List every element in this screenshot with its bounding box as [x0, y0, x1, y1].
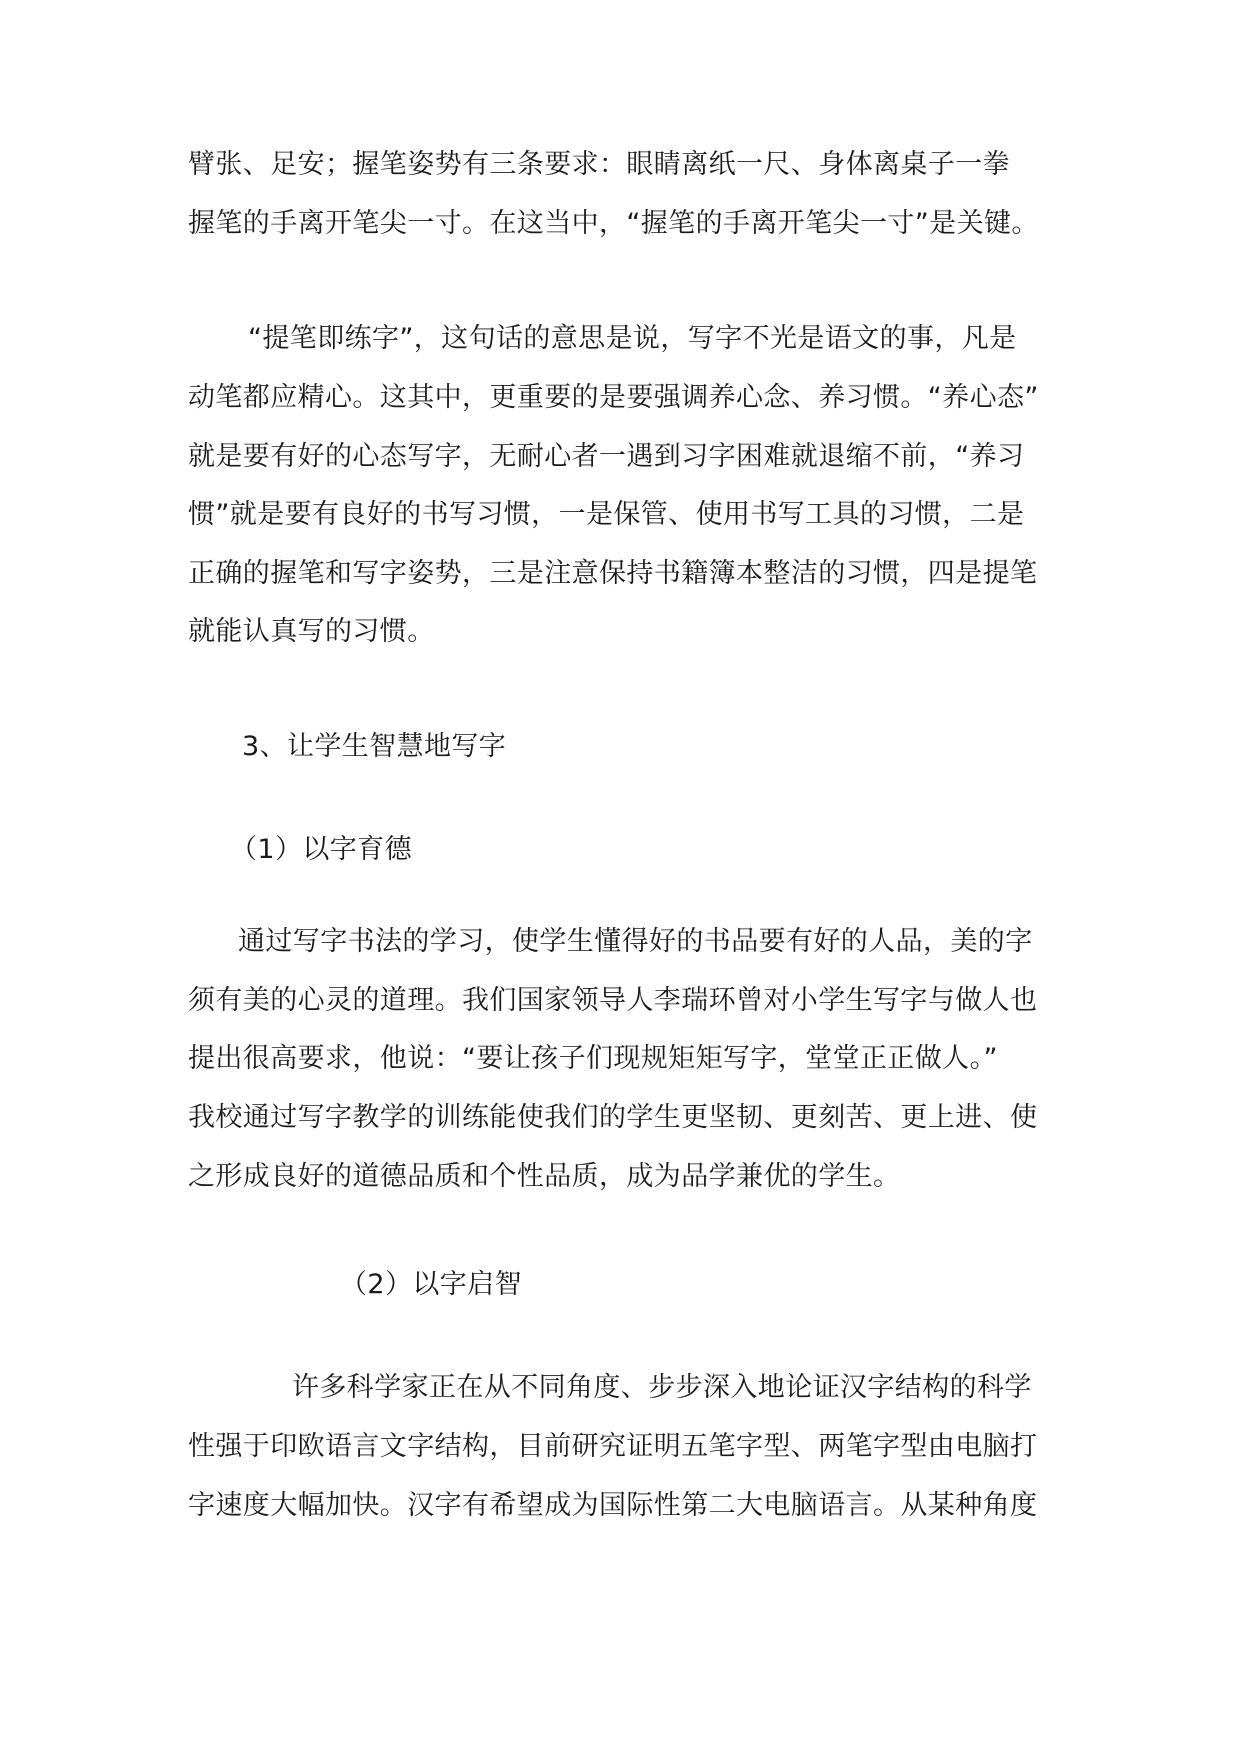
paragraph-line: “提笔即练字”，这句话的意思是说，写字不光是语文的事，凡是	[248, 323, 1017, 354]
paragraph-line: 字速度大幅加快。汉字有希望成为国际性第二大电脑语言。从某种角度	[188, 1490, 1038, 1521]
paragraph-line: 惯”就是要有良好的书写习惯，一是保管、使用书写工具的习惯，二是	[188, 499, 1025, 530]
paragraph-line: 提出很高要求，他说：“要让孩子们现规矩矩写字，堂堂正正做人。”	[188, 1043, 998, 1074]
section-heading: 3、让学生智慧地写字	[242, 731, 507, 762]
subsection-heading: （2）以字启智	[340, 1269, 522, 1300]
subsection-heading: （1）以字育德	[230, 834, 412, 865]
paragraph-line: 须有美的心灵的道理。我们国家领导人李瑞环曾对小学生写字与做人也	[188, 985, 1038, 1016]
paragraph-line: 许多科学家正在从不同角度、步步深入地论证汉字结构的科学	[292, 1372, 1032, 1403]
paragraph-line: 臂张、足安；握笔姿势有三条要求：眼睛离纸一尺、身体离桌子一拳	[188, 149, 1010, 180]
paragraph-line: 动笔都应精心。这其中，更重要的是要强调养心念、养习惯。“养心态”	[188, 382, 1039, 413]
paragraph-line: 通过写字书法的学习，使学生懂得好的书品要有好的人品，美的字	[238, 926, 1033, 957]
paragraph-line: 性强于印欧语言文字结构，目前研究证明五笔字型、两笔字型由电脑打	[188, 1431, 1038, 1462]
paragraph-line: 之形成良好的道德品质和个性品质，成为品学兼优的学生。	[188, 1161, 901, 1192]
paragraph-line: 正确的握笔和写字姿势，三是注意保持书籍簿本整洁的习惯，四是提笔	[188, 558, 1038, 589]
paragraph-line: 我校通过写字教学的训练能使我们的学生更坚韧、更刻苦、更上进、使	[188, 1102, 1038, 1133]
paragraph-line: 握笔的手离开笔尖一寸。在这当中，“握笔的手离开笔尖一寸”是关键。	[188, 208, 1039, 239]
paragraph-line: 就能认真写的习惯。	[188, 616, 435, 647]
paragraph-line: 就是要有好的心态写字，无耐心者一遇到习字困难就退缩不前，“养习	[188, 441, 1025, 472]
